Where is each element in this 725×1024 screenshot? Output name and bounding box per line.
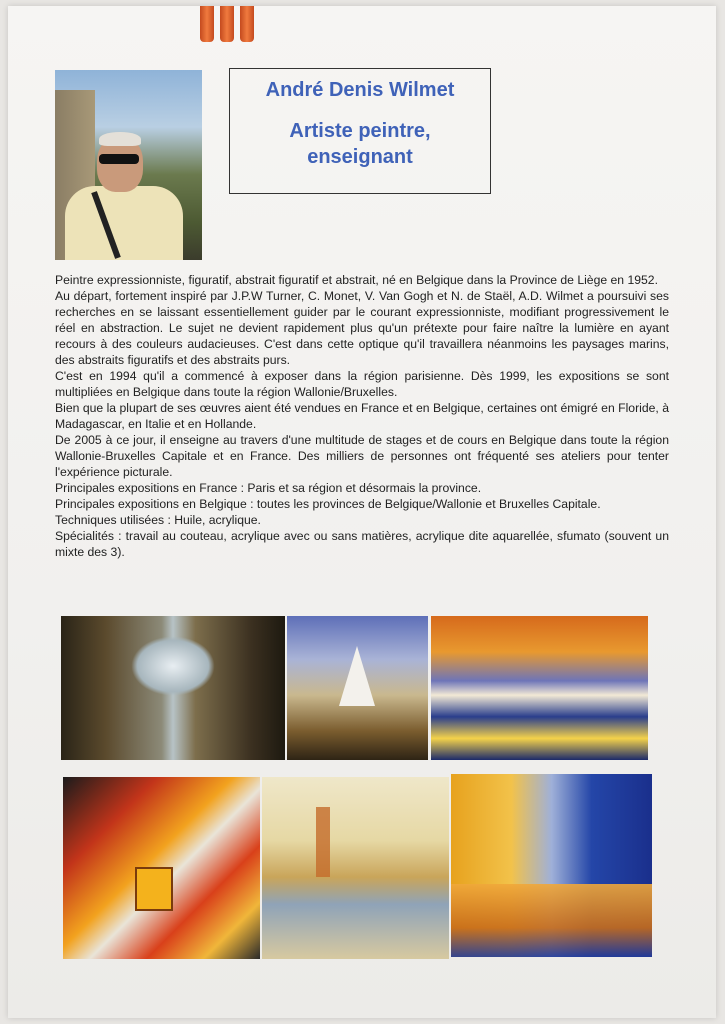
bio-paragraph: Principales expositions en France : Paris et sa région et désormais la province. [55,481,482,495]
artist-name: André Denis Wilmet [265,79,455,101]
artist-portrait [55,70,202,260]
bio-paragraph: Spécialités : travail au couteau, acrylique avec ou sans matières, acrylique dite aquarellée, sfumato (souvent un mixte des 3). [55,529,669,559]
bio-paragraph: De 2005 à ce jour, il enseigne au travers d'une multitude de stages et de cours en Belgique dans toute la région Wallonie-Bruxelles Capitale et en France. Des milliers de personnes ont fréquenté ses ateliers pour tenter l'expérience picturale. [55,433,669,479]
bio-paragraph: Principales expositions en Belgique : toutes les provinces de Belgique/Wallonie et Bruxelles Capitale. [55,497,601,511]
title-box [229,68,491,194]
bio-paragraph: Peintre expressionniste, figuratif, abstrait figuratif et abstrait, né en Belgique dans la Province de Liège en 1952. [55,273,658,287]
document-sheet [8,6,716,1018]
bio-paragraph: Bien que la plupart de ses œuvres aient été vendues en France et en Belgique, certaines ont émigré en Floride, à Madagascar, en Italie et en Hollande. [55,401,669,431]
bio-paragraph: Au départ, fortement inspiré par J.P.W Turner, C. Monet, V. Van Gogh et N. de Staël, A.D. Wilmet a poursuivi ses recherches en se laissant essentiellement guider par le courant expressionniste, modifiant progressivement le réel en abstraction. Le sujet ne devient rapidement plus qu'un prétexte pour faire naître la lumière en ayant recours à des couleurs audacieuses. C'est dans cette optique qu'il travaillera néanmoins les paysages marins, des abstraits figuratifs et des abstraits purs. [55,289,669,367]
painting-sailboat [287,616,428,760]
biography [55,272,669,560]
painting-abstract-blue-orange [451,774,652,957]
painting-abstract-harbor [262,777,449,959]
painting-city-harbor [431,616,648,760]
painting-corridor [61,616,285,760]
binder-clip [200,6,268,44]
bio-paragraph: Techniques utilisées : Huile, acrylique. [55,513,261,527]
painting-tram-street [63,777,260,959]
bio-paragraph: C'est en 1994 qu'il a commencé à exposer dans la région parisienne. Dès 1999, les expositions se sont multipliées en Belgique dans toute la région Wallonie/Bruxelles. [55,369,669,399]
artist-role: Artiste peintre, enseignant [289,120,431,168]
